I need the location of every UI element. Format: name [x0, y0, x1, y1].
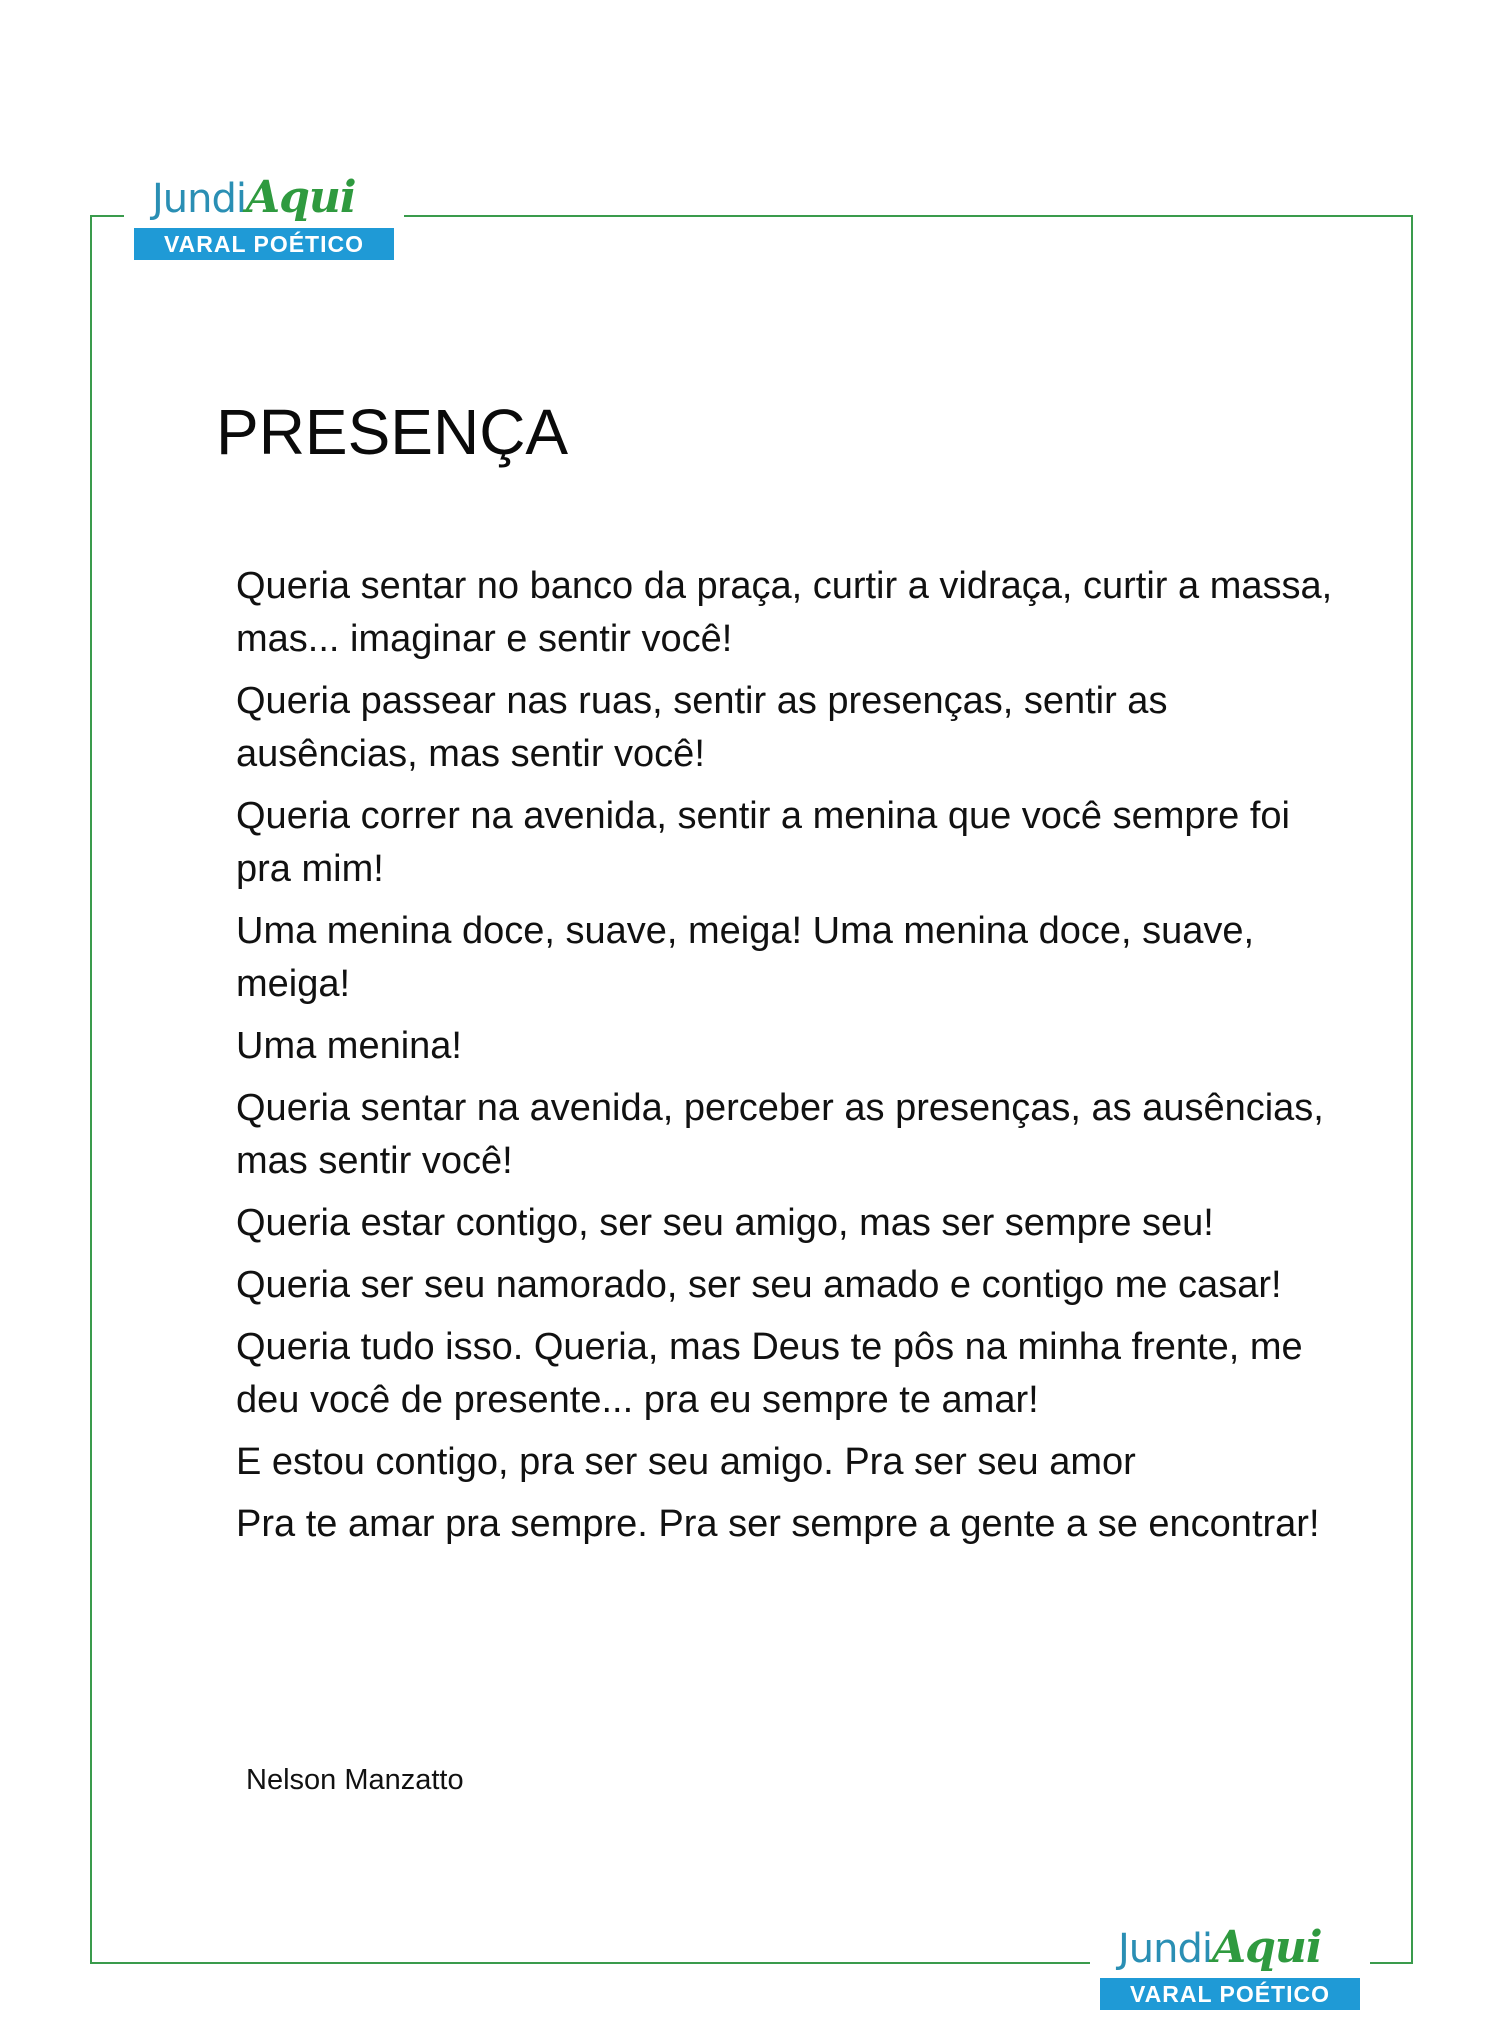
logo-word-jundi: Jundi [1118, 1926, 1213, 1972]
poem-stanza: Uma menina! [236, 1025, 462, 1067]
poem-stanza: Pra te amar pra sempre. Pra ser sempre a gente a se encontrar! [236, 1503, 1320, 1545]
poem-title: PRESENÇA [216, 396, 569, 468]
logo-wordmark [1100, 1918, 1360, 1978]
jundiaqui-logo-top [124, 168, 404, 260]
logo-banner-varal-poetico: VARAL POÉTICO [1100, 1978, 1360, 2010]
logo-wordmark [134, 168, 394, 228]
poem-body [236, 560, 1346, 1560]
poem-stanza: E estou contigo, pra ser seu amigo. Pra ser seu amor [236, 1441, 1136, 1483]
jundiaqui-logo-bottom [1090, 1918, 1370, 2010]
poem-stanza: Queria estar contigo, ser seu amigo, mas ser sempre seu! [236, 1202, 1214, 1244]
poem-stanza: Queria tudo isso. Queria, mas Deus te pôs na minha frente, me deu você de presente... pra eu sempre te amar! [236, 1326, 1303, 1421]
poem-stanza: Uma menina doce, suave, meiga! Uma menina doce, suave, meiga! [236, 910, 1255, 1005]
logo-banner-varal-poetico: VARAL POÉTICO [134, 228, 394, 260]
poem-stanza: Queria ser seu namorado, ser seu amado e contigo me casar! [236, 1264, 1282, 1306]
poem-stanza: Queria correr na avenida, sentir a menina que você sempre foi pra mim! [236, 795, 1290, 890]
poem-stanza: Queria sentar na avenida, perceber as presenças, as ausências, mas sentir você! [236, 1087, 1324, 1182]
logo-word-jundi: Jundi [152, 176, 247, 222]
poem-author: Nelson Manzatto [246, 1764, 464, 1796]
poem-stanza: Queria sentar no banco da praça, curtir a vidraça, curtir a massa, mas... imaginar e sentir você! [236, 565, 1333, 660]
logo-word-aqui: Aqui [1212, 1922, 1322, 1973]
logo-word-aqui: Aqui [246, 172, 356, 223]
poem-stanza: Queria passear nas ruas, sentir as presenças, sentir as ausências, mas sentir você! [236, 680, 1168, 775]
